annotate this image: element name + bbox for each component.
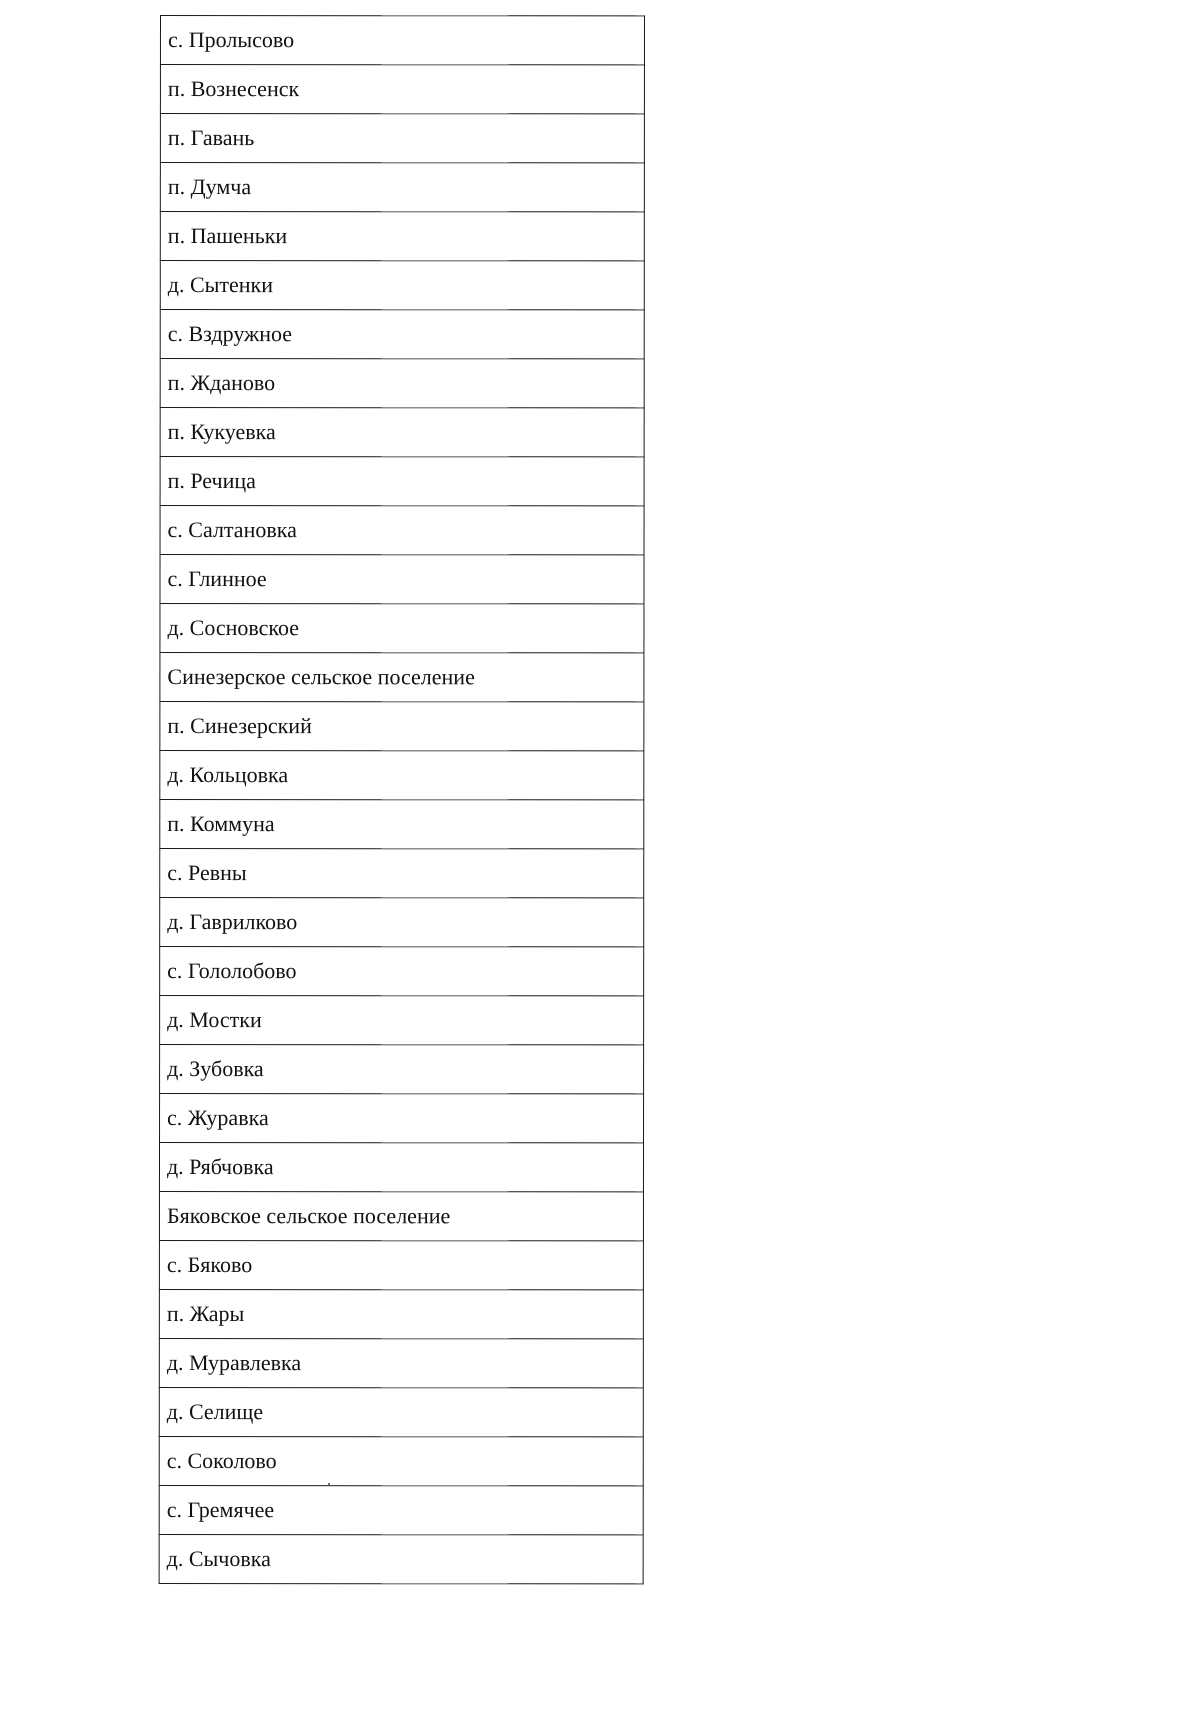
table-row: [159, 1241, 643, 1290]
settlement-cell: д. Сытенки: [160, 261, 644, 310]
table-row: [159, 1534, 643, 1583]
scan-speck: [328, 1483, 330, 1485]
settlement-cell: д. Селище: [159, 1387, 643, 1436]
settlement-cell: п. Жданово: [160, 359, 644, 408]
table-row: [160, 751, 644, 800]
settlement-cell: д. Сосновское: [160, 604, 644, 653]
settlement-group-heading: Синезерское сельское поселение: [160, 653, 644, 702]
table-row: [160, 653, 644, 702]
settlement-cell: с. Гремячее: [159, 1485, 643, 1534]
table-row: [160, 310, 644, 359]
settlements-table: [159, 15, 645, 1584]
table-row: [159, 1436, 643, 1485]
settlement-cell: п. Жары: [159, 1290, 643, 1339]
table-row: [159, 1290, 643, 1339]
table-row: [160, 702, 644, 751]
settlement-cell: с. Журавка: [160, 1094, 644, 1143]
settlement-cell: п. Думча: [160, 163, 644, 212]
settlement-cell: с. Гололобово: [160, 947, 644, 996]
settlement-cell: д. Рябчовка: [159, 1143, 643, 1192]
settlement-cell: с. Соколово: [159, 1436, 643, 1485]
settlement-cell: п. Пашеньки: [160, 212, 644, 261]
table-row: [160, 408, 644, 457]
settlement-cell: д. Кольцовка: [160, 751, 644, 800]
settlement-cell: с. Бяково: [159, 1241, 643, 1290]
table-row: [160, 604, 644, 653]
settlement-cell: с. Пролысово: [160, 16, 644, 65]
table-row: [160, 1045, 644, 1094]
table-row: [160, 16, 644, 65]
table-row: [160, 65, 644, 114]
settlement-cell: п. Синезерский: [160, 702, 644, 751]
settlement-cell: д. Мостки: [160, 996, 644, 1045]
settlement-cell: д. Гаврилково: [160, 898, 644, 947]
settlement-cell: д. Муравлевка: [159, 1338, 643, 1387]
table-row: [160, 163, 644, 212]
table-row: [160, 114, 644, 163]
settlement-cell: с. Ревны: [160, 849, 644, 898]
settlement-cell: д. Сычовка: [159, 1534, 643, 1583]
table-row: [159, 1338, 643, 1387]
table-row: [160, 359, 644, 408]
table-row: [160, 506, 644, 555]
table-row: [159, 1143, 643, 1192]
table-row: [160, 457, 644, 506]
table-row: [160, 212, 644, 261]
table-row: [160, 898, 644, 947]
table-row: [160, 555, 644, 604]
table-row: [159, 1387, 643, 1436]
table-row: [159, 1192, 643, 1241]
settlement-cell: с. Глинное: [160, 555, 644, 604]
settlement-cell: п. Вознесенск: [160, 65, 644, 114]
settlement-cell: с. Вздружное: [160, 310, 644, 359]
settlement-cell: п. Речица: [160, 457, 644, 506]
table-row: [160, 849, 644, 898]
table-row: [160, 947, 644, 996]
table-row: [160, 1094, 644, 1143]
settlement-group-heading: Бяковское сельское поселение: [159, 1192, 643, 1241]
table-row: [159, 1485, 643, 1534]
settlement-cell: с. Салтановка: [160, 506, 644, 555]
settlement-cell: д. Зубовка: [160, 1045, 644, 1094]
settlement-cell: п. Коммуна: [160, 800, 644, 849]
table-row: [160, 261, 644, 310]
settlement-cell: п. Кукуевка: [160, 408, 644, 457]
table-row: [160, 800, 644, 849]
table-row: [160, 996, 644, 1045]
settlements-table-body: [159, 16, 644, 1584]
settlement-cell: п. Гавань: [160, 114, 644, 163]
